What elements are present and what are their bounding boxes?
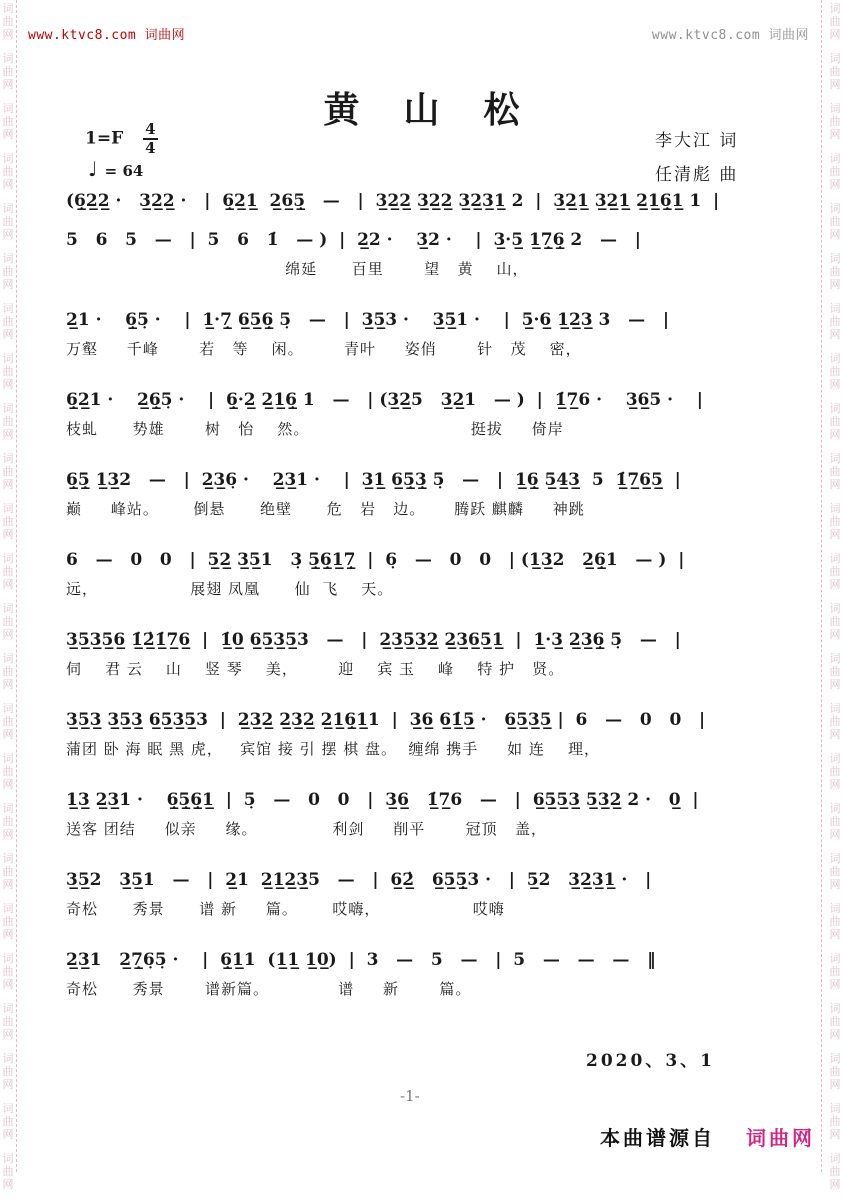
lyrics-row: 绵延 百里 望 黄 山， — [66, 260, 529, 278]
left-watermark-column — [1, 2, 15, 1202]
notation-row: 3̲5̲2 3̲5̲1 — | 2̲1 2̲1̲2̲3̲5 — | 6̲2̲̇ 6̲5̲5̲̣3 · | 5̲2 3̲2̲3̲1̲ · | — [66, 870, 652, 890]
composition-date: 2020、3、1 — [586, 1051, 715, 1071]
notation-row: 6̲̣2̲1 · 2̲6̲̣5̣ · | 6̲̣·2̲ 2̲1̲6̲̣ 1 — | (3̲2̲5 3̲2̲1 — ) | 1̲̇7̲6 · 3̲6̲5 · | — [66, 390, 703, 410]
watermark-text: 词 曲 网 — [829, 152, 841, 191]
watermark-text: 词 曲 网 — [2, 752, 14, 791]
watermark-text: 词 曲 网 — [829, 352, 841, 391]
watermark-text: 词 曲 网 — [829, 852, 841, 891]
watermark-text: 词 曲 网 — [2, 202, 14, 241]
music-line — [66, 467, 778, 520]
watermark-text: 词 曲 网 — [829, 602, 841, 641]
notation-row: 1̲3̲ 2̲3̲1 · 6̲̣5̲̣6̲̣1̲ | 5̣ — 0 0 | 3̲6̲ 1̲̇7̲6 — | 6̲5̲5̲3̲ 5̲3̲2̲ 2 · 0̲ | — [66, 790, 699, 810]
watermark-text: 词 曲 网 — [2, 702, 14, 741]
watermark-text: 词 曲 网 — [2, 402, 14, 441]
lyrics-row: 奇松 秀景 谱新篇。 谱 新 篇。 — [66, 980, 472, 998]
watermark-text: 词 曲 网 — [2, 352, 14, 391]
music-line — [66, 787, 778, 840]
watermark-text: 词 曲 网 — [829, 502, 841, 541]
watermark-text: 词 曲 网 — [2, 52, 14, 91]
key-signature — [85, 122, 158, 156]
lyrics-row: 奇松 秀景 谱 新 篇。 哎嗨， 哎嗨 — [66, 900, 505, 918]
watermark-text: 词 曲 网 — [2, 252, 14, 291]
tempo-value: = 64 — [104, 162, 144, 180]
notation-row: (6̲̣2̲2̲ · 3̲2̲2̲ · | 6̲̣2̲1̲ 2̲6̲5̲̣ — | 3̲2̲2̲ 3̲2̲2̲ 3̲2̲3̲1̲ 2 | 3̲2̲1̲ 3̲2̲1̲ 2̲1̲6̲̣1̲ 1 | — [66, 191, 720, 211]
watermark-text: 词 曲 网 — [829, 1102, 841, 1141]
watermark-text: 词 曲 网 — [2, 552, 14, 591]
watermark-text: 词 曲 网 — [829, 52, 841, 91]
source-site-link[interactable]: 词曲网 — [744, 1122, 817, 1151]
watermark-text: 词 曲 网 — [829, 302, 841, 341]
score-body — [66, 188, 778, 1027]
notation-row: 6̲̣5̲̣ 1̲3̲2 — | 2̲3̲6̣ · 2̲3̲1 · | 3̲1̲ 6̲5̲̣3̲̣ 5̣ — | 1̲6̲̣ 5̲4̲3̲ 5 1̲̇7̲6̲5̲ | — [66, 470, 681, 490]
watermark-text: 词 曲 网 — [2, 1152, 14, 1191]
watermark-text: 词 曲 网 — [2, 152, 14, 191]
lyrics-row: 伺 君 云 山 竖 琴 美， 迎 宾 玉 峰 特 护 贤。 — [66, 660, 565, 678]
page-number: -1- — [400, 1087, 420, 1105]
watermark-text: 词 曲 网 — [829, 402, 841, 441]
music-line — [66, 947, 778, 1000]
lyricist-credit: 李大江 词 — [655, 131, 739, 151]
music-line — [66, 387, 778, 440]
left-dashed-border — [16, 0, 17, 1172]
watermark-text: 词 曲 网 — [2, 802, 14, 841]
notation-row: 2̲3̲1 2̲7̲̣6̣5̣ · | 6̲̣1̲1 (1̲1̲ 1̲0̲) | 3 — 5 — | 5 — — — ‖ — [66, 950, 656, 970]
composer-credit: 任清彪 曲 — [655, 165, 739, 185]
time-signature — [143, 122, 157, 156]
site-url-top-left[interactable]: www.ktvc8.com 词曲网 — [28, 28, 186, 43]
music-line — [66, 227, 778, 280]
watermark-text: 词 曲 网 — [2, 902, 14, 941]
watermark-text: 词 曲 网 — [829, 1002, 841, 1041]
notation-row: 3̲5̲3̲5̲6̲ 1̲̇2̲̇1̲̇7̲6̲ | 1̲̇0̲ 6̲5̲3̲5̲3 — | 2̲3̲5̲3̲2̲ 2̲3̲6̲5̲1̲ | 1̲·3̲ 2̲3̲6̲̣ 5̣ — | — [66, 630, 681, 650]
music-line — [66, 307, 778, 360]
music-line — [66, 627, 778, 680]
watermark-text: 词 曲 网 — [2, 502, 14, 541]
watermark-text: 词 曲 网 — [2, 2, 14, 41]
watermark-text: 词 曲 网 — [829, 802, 841, 841]
watermark-text: 词 曲 网 — [829, 902, 841, 941]
lyrics-row: 枝虬 势雄 树 怡 然。 挺拔 倚岸 — [66, 420, 564, 438]
watermark-text: 词 曲 网 — [2, 602, 14, 641]
right-dashed-border — [821, 0, 822, 1172]
watermark-text: 词 曲 网 — [829, 1152, 841, 1191]
watermark-text: 词 曲 网 — [2, 302, 14, 341]
lyrics-row: 巅 峰站。 倒悬 绝壁 危 岩 边。 腾跃 麒麟 神跳 — [66, 500, 585, 518]
watermark-text: 词 曲 网 — [829, 2, 841, 41]
watermark-text: 词 曲 网 — [2, 652, 14, 691]
watermark-text: 词 曲 网 — [2, 952, 14, 991]
lyrics-row: 远， 展翅 凤凰 仙 飞 天。 — [66, 580, 394, 598]
notation-row: 6 — 0 0 | 5̲2̲ 3̲5̲1 3̣ 5̲̣6̲̣1̲7̲̣ | 6̣ — 0 0 | (1̲3̲2 2̲6̲̣1 — ) | — [66, 550, 685, 570]
time-signature-numerator: 4 — [145, 120, 156, 138]
lyrics-row: 送客 团结 似亲 缘。 利剑 削平 冠顶 盖， — [66, 820, 547, 838]
music-line — [66, 547, 778, 600]
notation-row: 3̲5̲3̲ 3̲5̲3̲ 6̲5̲3̲5̲3 | 2̲3̲2̲ 2̲3̲2̲ 2̲1̲6̲̣1̲1 | 3̲6̲ 6̲1̲̇5̲ · 6̲5̲3̲5̲ | 6 — 0 0 | — [66, 710, 706, 730]
notation-row: 2̲1 · 6̲̣5̣ · | 1̲·7̲̣ 6̲5̲6̲̣ 5̣ — | 3̲5̲3 · 3̲5̲1 · | 5̲·6̲ 1̲2̲3̲ 3 — | — [66, 310, 670, 330]
site-url-top-right[interactable]: www.ktvc8.com 词曲网 — [651, 28, 809, 43]
watermark-text: 词 曲 网 — [829, 452, 841, 491]
watermark-text: 词 曲 网 — [829, 252, 841, 291]
tempo-marking — [88, 157, 143, 181]
watermark-text: 词 曲 网 — [829, 952, 841, 991]
watermark-text: 词 曲 网 — [2, 452, 14, 491]
watermark-text: 词 曲 网 — [829, 552, 841, 591]
quarter-note-icon: ♩ — [88, 157, 98, 181]
watermark-text: 词 曲 网 — [829, 202, 841, 241]
watermark-text: 词 曲 网 — [2, 1052, 14, 1091]
song-title: 黄山松 — [323, 89, 564, 131]
music-line — [66, 867, 778, 920]
lyrics-row: 蒲团 卧 海 眠 黑 虎， 宾馆 接 引 摆 棋 盘。 缠绵 携手 如 连 理， — [66, 740, 600, 758]
source-label: 本曲谱源自 — [600, 1126, 715, 1150]
watermark-text: 词 曲 网 — [829, 652, 841, 691]
right-watermark-column — [828, 2, 842, 1202]
watermark-text: 词 曲 网 — [829, 752, 841, 791]
watermark-text: 词 曲 网 — [2, 852, 14, 891]
music-line — [66, 707, 778, 760]
key-label: 1=F — [85, 128, 124, 149]
watermark-text: 词 曲 网 — [829, 102, 841, 141]
watermark-text: 词 曲 网 — [2, 102, 14, 141]
watermark-text: 词 曲 网 — [2, 1102, 14, 1141]
time-signature-denominator: 4 — [145, 139, 156, 157]
notation-row: 5 6 5 — | 5 6 1̇ — ) | 2̲2 · 3̲2 · | 3̲·5̲ 1̲7̲̣6̲̣ 2 — | — [66, 230, 641, 250]
watermark-text: 词 曲 网 — [829, 1052, 841, 1091]
lyrics-row: 万壑 千峰 若 等 闲。 青叶 姿俏 针 茂 密， — [66, 340, 582, 358]
watermark-text: 词 曲 网 — [2, 1002, 14, 1041]
watermark-text: 词 曲 网 — [829, 702, 841, 741]
music-line — [66, 188, 778, 215]
